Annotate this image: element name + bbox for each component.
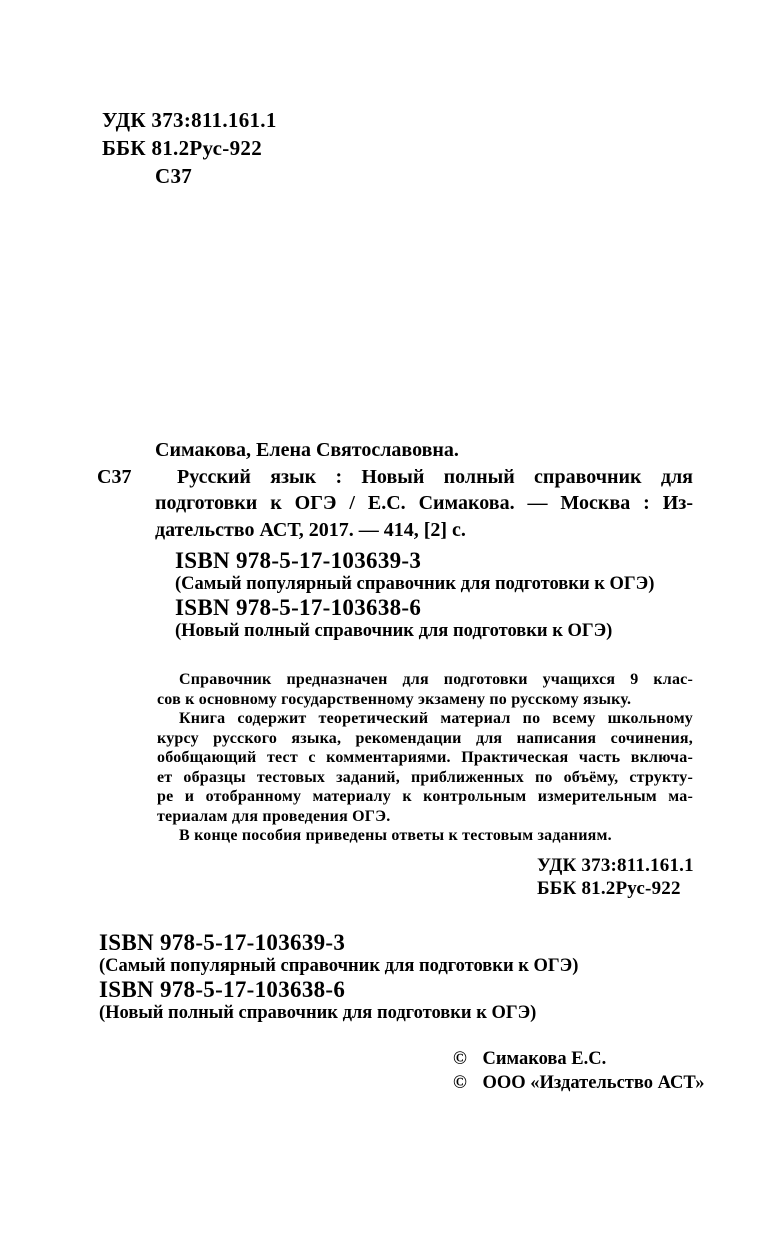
annotation-p2-line-4: ет образцы тестовых заданий, приближенных по объёму, структу- <box>157 768 693 786</box>
annotation <box>157 670 693 846</box>
classification-footer <box>537 855 694 900</box>
bib-title-line <box>97 464 693 491</box>
isbn-top-number-2: ISBN 978-5-17-103638-6 <box>175 595 422 620</box>
isbn-bottom-note-1: (Самый популярный справочник для подготовки к ОГЭ) <box>99 956 579 976</box>
bbk-header-line: ББК 81.2Рус-922 <box>102 136 262 160</box>
author-sign-code: С37 <box>155 164 193 188</box>
annotation-p2-line-5: ре и отобранному материалу к контрольным измерительным ма- <box>157 788 693 805</box>
isbn-top-note-2: (Новый полный справочник для подготовки к ОГЭ) <box>175 621 613 641</box>
copyright-block <box>453 1048 705 1095</box>
udk-header-line: УДК 373:811.161.1 <box>102 108 277 132</box>
udk-footer-line: УДК 373:811.161.1 <box>537 855 694 876</box>
isbn-bottom-number-2: ISBN 978-5-17-103638-6 <box>99 977 346 1002</box>
annotation-p2-line-6: териалам для проведения ОГЭ. <box>157 807 391 825</box>
annotation-p1-line-1: Справочник предназначен для подготовки учащихся 9 клас- <box>179 671 693 688</box>
annotation-p3-line-1: В конце пособия приведены ответы к тестовым заданиям. <box>179 827 612 844</box>
isbn-block-top <box>175 549 654 643</box>
copyright-author-text: Симакова Е.С. <box>482 1049 607 1069</box>
isbn-block-bottom <box>99 931 578 1025</box>
bib-author-line: Симакова, Елена Святославовна. <box>155 439 459 461</box>
copyright-icon: © <box>453 1072 467 1093</box>
isbn-bottom-number-1: ISBN 978-5-17-103639-3 <box>99 930 346 955</box>
copyright-line-author <box>453 1048 705 1072</box>
copyright-line-publisher <box>453 1072 705 1096</box>
annotation-p2-line-2: курсу русского языка, рекомендации для написания сочинения, <box>157 729 693 747</box>
bibliographic-entry <box>97 437 693 543</box>
isbn-bottom-note-2: (Новый полный справочник для подготовки к ОГЭ) <box>99 1003 537 1023</box>
bib-author-sign: С37 <box>97 465 132 488</box>
bib-title-text: Русский язык : Новый полный справочник для <box>177 465 693 488</box>
bib-line-2: подготовки к ОГЭ / Е.С. Симакова. — Москва : Из- <box>155 492 693 514</box>
annotation-p2-line-1: Книга содержит теоретический материал по всему школьному <box>179 710 693 727</box>
annotation-p2-line-3: обобщающий тест с комментариями. Практическая часть включа- <box>157 749 693 766</box>
classification-header <box>102 106 277 190</box>
isbn-top-number-1: ISBN 978-5-17-103639-3 <box>175 548 422 573</box>
copyright-icon: © <box>453 1049 467 1069</box>
bib-line-3: дательство АСТ, 2017. — 414, [2] с. <box>155 518 466 541</box>
copyright-publisher-text: ООО «Издательство АСТ» <box>482 1072 705 1093</box>
bbk-footer-line: ББК 81.2Рус-922 <box>537 877 681 899</box>
annotation-p1-line-2: сов к основному государственному экзамену по русскому языку. <box>157 690 632 708</box>
isbn-top-note-1: (Самый популярный справочник для подготовки к ОГЭ) <box>175 574 655 594</box>
